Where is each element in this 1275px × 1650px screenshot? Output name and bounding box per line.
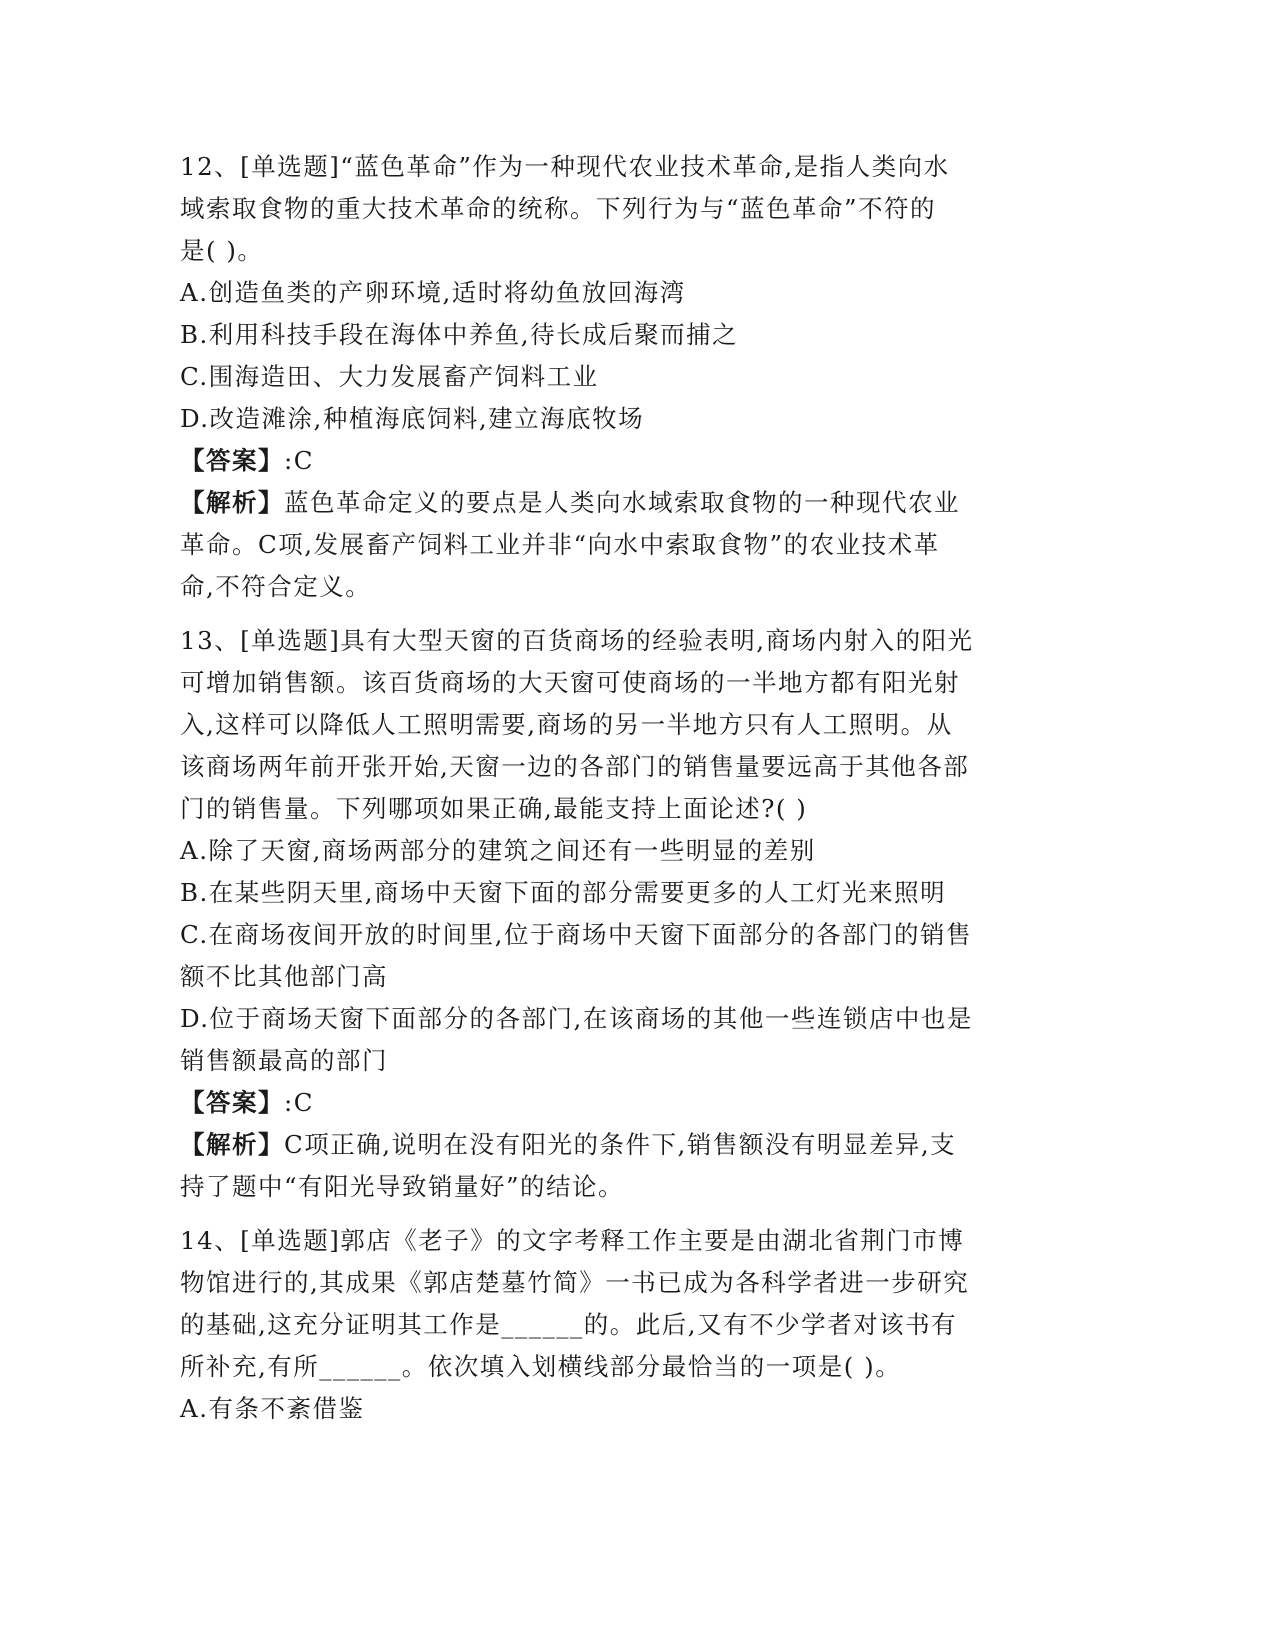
analysis-text: C项正确,说明在没有阳光的条件下,销售额没有明显差异,支 <box>284 1130 957 1159</box>
option-b: B.在某些阴天里,商场中天窗下面的部分需要更多的人工灯光来照明 <box>180 878 947 907</box>
option-a: A.有条不紊借鉴 <box>180 1394 365 1423</box>
question-gap <box>180 1208 1030 1220</box>
option-c: C.在商场夜间开放的时间里,位于商场中天窗下面部分的各部门的销售 <box>180 920 972 949</box>
option-a: A.除了天窗,商场两部分的建筑之间还有一些明显的差别 <box>180 836 816 865</box>
option-d-continued: 销售额最高的部门 <box>180 1046 388 1075</box>
question-stem-line: 的基础,这充分证明其工作是______的。此后,又有不少学者对该书有 <box>180 1310 958 1339</box>
question-stem-line: 域索取食物的重大技术革命的统称。下列行为与“蓝色革命”不符的 <box>180 194 937 223</box>
question-stem-line: 所补充,有所______。依次填入划横线部分最恰当的一项是( )。 <box>180 1352 902 1381</box>
question-stem-line: 是( )。 <box>180 236 264 265</box>
analysis-line <box>180 482 1030 524</box>
answer-label: 【答案】 <box>180 446 284 475</box>
question-12 <box>180 146 1030 608</box>
question-stem-line: 该商场两年前开张开始,天窗一边的各部门的销售量要远高于其他各部 <box>180 752 970 781</box>
answer-value: :C <box>284 446 315 475</box>
question-stem-line: 12、[单选题]“蓝色革命”作为一种现代农业技术革命,是指人类向水 <box>180 152 950 181</box>
analysis-line: 命,不符合定义。 <box>180 572 372 601</box>
question-stem-line: 门的销售量。下列哪项如果正确,最能支持上面论述?( ) <box>180 794 808 823</box>
question-stem-line: 13、[单选题]具有大型天窗的百货商场的经验表明,商场内射入的阳光 <box>180 626 974 655</box>
option-d: D.改造滩涂,种植海底饲料,建立海底牧场 <box>180 404 645 433</box>
question-13 <box>180 620 1030 1208</box>
analysis-line <box>180 1124 1030 1166</box>
analysis-text: 蓝色革命定义的要点是人类向水域索取食物的一种现代农业 <box>284 488 960 517</box>
answer-line <box>180 1082 1030 1124</box>
analysis-line: 革命。C项,发展畜产饲料工业并非“向水中索取食物”的农业技术革 <box>180 530 940 559</box>
option-c-continued: 额不比其他部门高 <box>180 962 388 991</box>
option-a: A.创造鱼类的产卵环境,适时将幼鱼放回海湾 <box>180 278 686 307</box>
question-stem-line: 物馆进行的,其成果《郭店楚墓竹简》一书已成为各科学者进一步研究 <box>180 1268 970 1297</box>
answer-label: 【答案】 <box>180 1088 284 1117</box>
answer-line <box>180 440 1030 482</box>
option-d: D.位于商场天窗下面部分的各部门,在该商场的其他一些连锁店中也是 <box>180 1004 973 1033</box>
question-gap <box>180 608 1030 620</box>
answer-value: :C <box>284 1088 315 1117</box>
question-14 <box>180 1220 1030 1430</box>
question-stem-line: 可增加销售额。该百货商场的大天窗可使商场的一半地方都有阳光射 <box>180 668 960 697</box>
option-b: B.利用科技手段在海体中养鱼,待长成后聚而捕之 <box>180 320 739 349</box>
option-c: C.围海造田、大力发展畜产饲料工业 <box>180 362 599 391</box>
analysis-label: 【解析】 <box>180 488 284 517</box>
analysis-label: 【解析】 <box>180 1130 284 1159</box>
question-stem-line: 入,这样可以降低人工照明需要,商场的另一半地方只有人工照明。从 <box>180 710 953 739</box>
analysis-line: 持了题中“有阳光导致销量好”的结论。 <box>180 1172 625 1201</box>
document-page <box>180 146 1030 1430</box>
question-stem-line: 14、[单选题]郭店《老子》的文字考释工作主要是由湖北省荆门市博 <box>180 1226 965 1255</box>
